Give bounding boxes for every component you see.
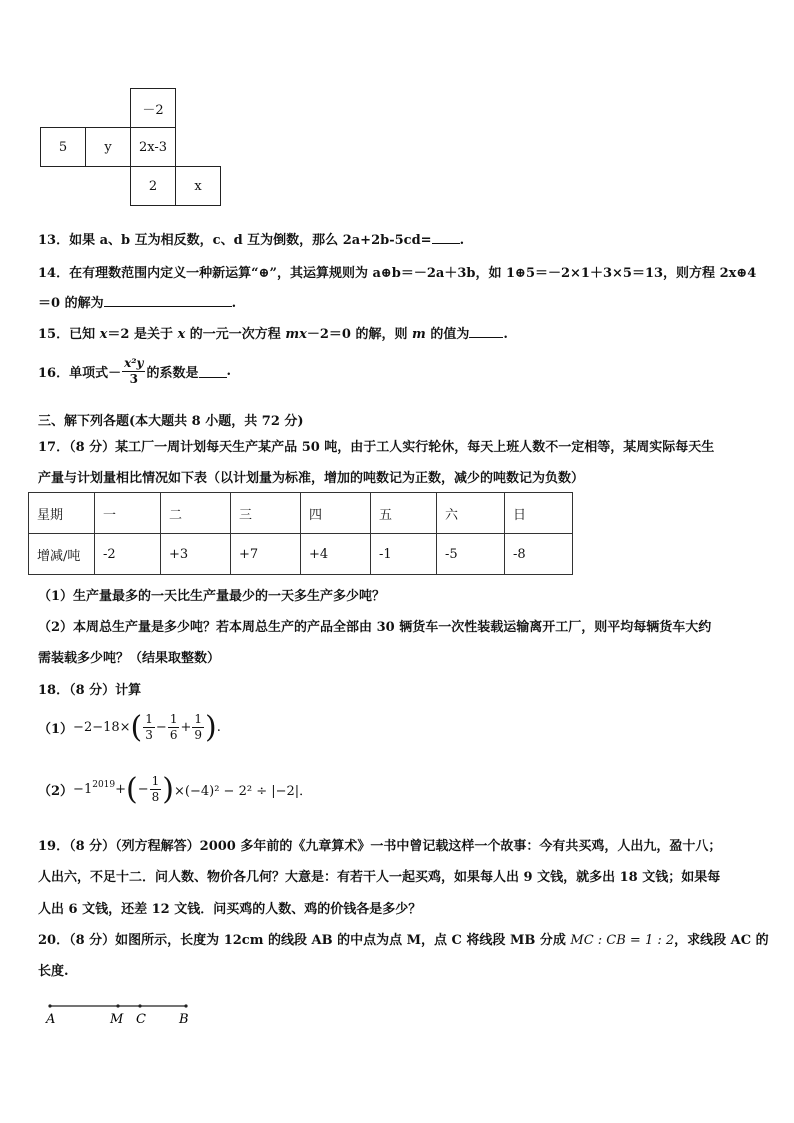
q15-mid2: 的一元一次方程 xyxy=(189,327,281,342)
question-17-sub1: （1）生产量最多的一天比生产量最少的一天多生产多少吨？ xyxy=(38,589,386,604)
q15-m: m xyxy=(412,327,426,342)
table-row xyxy=(29,493,573,534)
label-b: B xyxy=(179,1012,189,1027)
question-17-sub2-line2: 需装载多少吨？（结果取整数） xyxy=(38,651,221,666)
table-cell: 二 xyxy=(161,493,231,534)
table-cell: +7 xyxy=(231,534,301,575)
table-cell: -1 xyxy=(371,534,437,575)
question-17-line1: 17．（8 分）某工厂一周计划每天生产某产品 50 吨，由于工人实行轮休，每天上班人数不一定相等，某周实际每天生 xyxy=(38,440,715,455)
label-c: C xyxy=(136,1012,146,1027)
question-20-line2: 长度. xyxy=(38,964,69,979)
point-a xyxy=(48,1004,51,1007)
section-heading: 三、解下列各题(本大题共 8 小题，共 72 分) xyxy=(38,414,304,429)
frac-num: 1 xyxy=(151,774,160,788)
question-14-line2: ＝0 的解为 . xyxy=(38,296,237,311)
table-cell: 六 xyxy=(437,493,505,534)
table-cell: 日 xyxy=(505,493,573,534)
frac-den: 3 xyxy=(145,728,153,742)
point-b xyxy=(184,1004,187,1007)
frac-den: 9 xyxy=(194,728,202,742)
frac-num: 1 xyxy=(145,712,153,726)
frac-num: 1 xyxy=(194,712,202,726)
q15-eq: mx xyxy=(285,327,307,342)
q15-prefix: 15．已知 xyxy=(38,327,96,342)
question-20-line1 xyxy=(38,929,769,948)
question-17-sub2-line1: （2）本周总生产量是多少吨？若本周总生产的产品全部由 30 辆货车一次性装载运输离开工厂，则平均每辆货车大约 xyxy=(38,620,712,635)
table-cell: 三 xyxy=(231,493,301,534)
table-cell: -2 xyxy=(95,534,161,575)
q18-frac-2 xyxy=(168,712,180,743)
table-cell: 一 xyxy=(95,493,161,534)
question-14-line2-text: ＝0 的解为 xyxy=(38,296,104,311)
table-cell: +4 xyxy=(301,534,371,575)
question-13: 13．如果 a、b 互为相反数，c、d 互为倒数，那么 2a+2b-5cd= . xyxy=(38,233,465,248)
label-m: M xyxy=(110,1012,124,1027)
q20-line1-tail: ，求线段 AC 的 xyxy=(674,933,769,948)
table-cell: 四 xyxy=(301,493,371,534)
table-cell: +3 xyxy=(161,534,231,575)
cube-net xyxy=(40,88,221,206)
production-table xyxy=(28,492,573,575)
frac-den: 8 xyxy=(151,790,160,804)
q18-sub2-prefix: （2） xyxy=(38,784,74,799)
question-14-line1: 14．在有理数范围内定义一种新运算“⊕”，其运算规则为 a⊕b＝－2a＋3b，如 1⊕5＝－2×1＋3×5＝13，则方程 2x⊕4 xyxy=(38,266,757,281)
q15-x: x xyxy=(99,327,108,342)
net-cell: 2x-3 xyxy=(131,128,176,167)
net-cell: 5 xyxy=(41,128,86,167)
q18-sub2-tail: ×(−4)² − 2² ÷ |−2|． xyxy=(174,784,313,799)
q16-prefix: 16．单项式－ xyxy=(38,366,122,381)
q20-ratio: MC : CB = 1 : 2 xyxy=(570,933,675,948)
question-18-sub2: $(2)-1^{2019}+(-$ $\frac{1}{8}$ )×(−4)² − 2² ÷ |−2|． xyxy=(38,772,313,807)
question-18-title: 18．（8 分）计算 xyxy=(38,683,142,698)
q18-sub2-a: −1 xyxy=(73,782,93,797)
question-16: 16．单项式－ $\frac{\text{x²y}}{3}$ 的系数是 . xyxy=(38,356,232,386)
table-cell: 星期 xyxy=(29,493,95,534)
q18-sub2-frac xyxy=(150,774,162,805)
table-cell: -5 xyxy=(437,534,505,575)
q18-sub1-prefix: （1） xyxy=(38,722,74,737)
q16-fraction xyxy=(122,356,145,387)
q16-tail: 的系数是 xyxy=(146,366,199,381)
q18-frac-1 xyxy=(143,712,155,743)
question-17-line2: 产量与计划量相比情况如下表（以计划量为标准，增加的吨数记为正数，减少的吨数记为负数） xyxy=(38,471,585,486)
point-c xyxy=(138,1004,141,1007)
question-18-sub1: （1）−2−18×( $\frac{1}{3}$ − $\frac{1}{6}$ + $\frac{1}{9}$ ). xyxy=(38,710,221,745)
table-row xyxy=(29,534,573,575)
net-cell: y xyxy=(86,128,131,167)
question-19-line1: 19．（8 分）（列方程解答）2000 多年前的《九章算术》一书中曾记载这样一个故事：今有共买鸡，人出九，盈十八； xyxy=(38,839,722,854)
question-19-line2: 人出六，不足十二．问人数、物价各几何？大意是：有若干人一起买鸡，如果每人出 9 文钱，就多出 18 文钱；如果每 xyxy=(38,870,721,885)
question-19-line3: 人出 6 文钱，还差 12 文钱．问买鸡的人数、鸡的价钱各是多少？ xyxy=(38,902,422,917)
label-a: A xyxy=(46,1012,56,1027)
q15-mid: ＝2 是关于 xyxy=(107,327,173,342)
net-cell: －2 xyxy=(131,89,176,128)
q15-eq-tail: －2＝0 的解，则 xyxy=(306,327,408,342)
q16-num: x²y xyxy=(124,356,144,370)
q15-tail: 的值为 xyxy=(430,327,470,342)
point-m xyxy=(116,1004,119,1007)
table-cell: 五 xyxy=(371,493,437,534)
q18-sub1-expr: −2−18× xyxy=(73,720,131,735)
segment-diagram xyxy=(40,996,200,1028)
question-15: 15．已知 x＝2 是关于 x 的一元一次方程 mx－2＝0 的解，则 m 的值为 . xyxy=(38,327,508,342)
net-cell: 2 xyxy=(131,167,176,206)
question-13-text: 13．如果 a、b 互为相反数，c、d 互为倒数，那么 2a+2b-5cd= xyxy=(38,233,432,248)
table-cell: -8 xyxy=(505,534,573,575)
frac-num: 1 xyxy=(169,712,178,726)
q15-x2: x xyxy=(177,327,186,342)
q20-line1-text: 20．（8 分）如图所示，长度为 12cm 的线段 AB 的中点为点 M，点 C 将线段 MB 分成 xyxy=(38,933,566,948)
q18-frac-3 xyxy=(192,712,204,743)
frac-den: 6 xyxy=(169,728,178,742)
q18-sub2-exp: 2019 xyxy=(92,780,116,790)
net-cell: x xyxy=(176,167,221,206)
q16-den: 3 xyxy=(129,372,138,386)
table-cell: 增减/吨 xyxy=(29,534,95,575)
